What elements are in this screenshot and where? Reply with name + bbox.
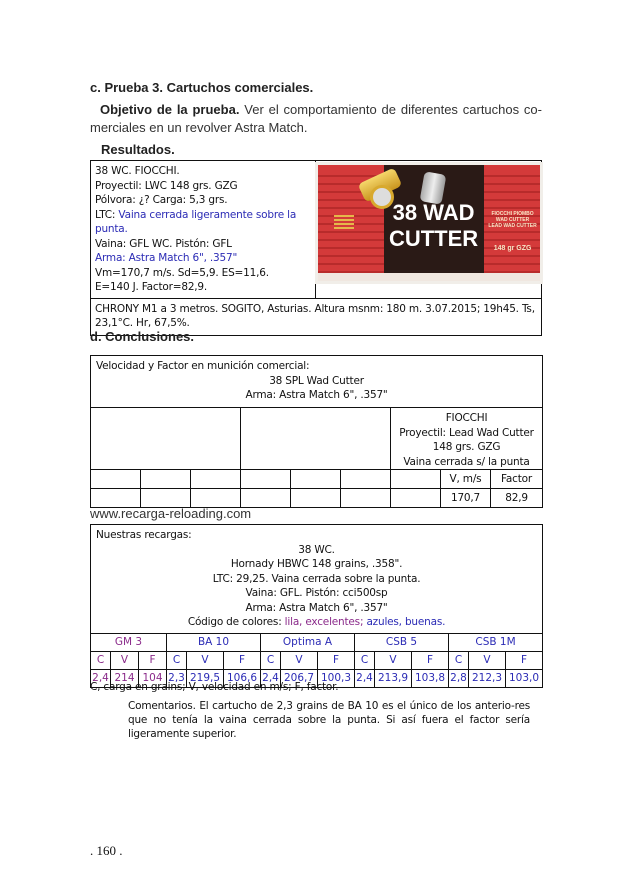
ltc-label: LTC: (95, 208, 119, 221)
empty-cell (391, 489, 441, 508)
value-cell: 214 (111, 669, 139, 687)
subheader-cell: V (187, 651, 224, 669)
powder-header: CSB 1M (449, 633, 543, 651)
energy-value: E=140 J. (95, 281, 142, 293)
powder-header: Optima A (261, 633, 355, 651)
subheader-cell: C (449, 651, 469, 669)
value-cell: 106,6 (224, 669, 261, 687)
subheader-cell: C (91, 651, 111, 669)
value-cell: 212,3 (469, 669, 506, 687)
subheader-cell: V (375, 651, 412, 669)
results-table (90, 160, 542, 336)
box-side-line: FIOCCHI PIOMBO (491, 211, 534, 217)
website-link[interactable]: www.recarga-reloading.com (90, 506, 252, 521)
empty-cell (391, 470, 441, 489)
results-label: Resultados. (101, 142, 175, 157)
value-cell: 2,8 (449, 669, 469, 687)
empty-group-cell (241, 408, 391, 470)
value-cell: 213,9 (375, 669, 412, 687)
box-side-line: LEAD WAD CUTTER (488, 223, 537, 229)
box-side-line: WAD CUTTER (495, 217, 530, 223)
reloads-title: Nuestras recargas: (96, 529, 192, 541)
velocity-line (95, 266, 311, 281)
reloads-case-primer: Vaina: GFL. Pistón: cci500sp (245, 587, 388, 599)
commercial-subtitle-weapon: Arma: Astra Match 6", .357" (245, 389, 388, 401)
subheader-cell: V (281, 651, 318, 669)
value-cell: 2,4 (91, 669, 111, 687)
subheader-cell: C (355, 651, 375, 669)
factor-value: Factor=82,9. (141, 281, 208, 293)
empty-cell (191, 470, 241, 489)
color-code-legend (96, 615, 537, 630)
powder-header: GM 3 (91, 633, 167, 651)
velocity-value: Vm=170,7 m/s (95, 266, 172, 279)
reloads-weapon: Arma: Astra Match 6", .357" (245, 601, 388, 614)
velocity-stats: . Sd=5,9. ES=11,6. (171, 266, 269, 279)
color-code-purple: lila, excelentes; (284, 616, 367, 628)
fiocchi-projectile: Proyectil: Lead Wad Cutter (399, 426, 534, 439)
value-cell: 103,8 (412, 669, 449, 687)
cartridge-photo-cell (316, 161, 542, 299)
section-c-heading: c. Prueba 3. Cartuchos comerciales. (90, 80, 314, 95)
powder-header: CSB 5 (355, 633, 449, 651)
reloads-legend: C, carga en grains; V, velocidad en m/s; F, factor. (90, 681, 339, 693)
value-cell: 104 (139, 669, 167, 687)
commercial-table-header (91, 356, 543, 408)
fiocchi-note: Vaina cerrada s/ la punta (403, 455, 530, 468)
commercial-ammo-table (90, 355, 543, 508)
empty-cell (291, 489, 341, 508)
powder-line: Pólvora: ¿? Carga: 5,3 grs. (95, 194, 228, 206)
reloads-table (90, 524, 543, 688)
subheader-cell: V (469, 651, 506, 669)
chrony-footer-text: CHRONY M1 a 3 metros. SOGITO, Asturias. Altura msnm: 180 m. 3.07.2015; 19h45. Ts, 23,1°C. Hr, 67,5%. (95, 302, 535, 329)
reloads-projectile: Hornady HBWC 148 grains, .358". (230, 558, 403, 570)
col-header-factor: Factor (491, 470, 543, 489)
empty-cell (241, 470, 291, 489)
subheader-cell: F (318, 651, 355, 669)
fiocchi-brand: FIOCCHI (445, 412, 488, 424)
energy-line (95, 280, 311, 295)
box-side-label (488, 211, 538, 229)
subheader-cell: F (139, 651, 167, 669)
page-number: . 160 . (90, 843, 123, 858)
value-cell: 2,4 (261, 669, 281, 687)
cartridge-title: 38 WC. FIOCCHI. (95, 165, 180, 177)
subheader-row (91, 651, 543, 669)
value-cell: 2,3 (167, 669, 187, 687)
reloads-header-cell (91, 525, 543, 634)
subheader-cell: C (261, 651, 281, 669)
objective-label: Objetivo de la prueba. (100, 102, 240, 117)
reloads-ltc: LTC: 29,25. Vaina cerrada sobre la punta. (212, 572, 421, 585)
fiocchi-weight: 148 grs. GZG (432, 441, 501, 453)
section-d-heading: d. Conclusiones. (90, 329, 195, 344)
fiocchi-velocity-value: 170,7 (441, 489, 491, 508)
value-cell: 2,4 (355, 669, 375, 687)
value-cell: 100,3 (318, 669, 355, 687)
value-cell: 206,7 (281, 669, 318, 687)
ltc-line (95, 208, 311, 237)
cartridge-box-image (318, 165, 540, 281)
fiocchi-factor-value: 82,9 (491, 489, 543, 508)
color-code-blue: azules, buenas. (366, 616, 446, 628)
case-primer-line: Vaina: GFL WC. Pistón: GFL (95, 237, 232, 250)
col-header-velocity: V, m/s (441, 470, 491, 489)
powder-header: BA 10 (167, 633, 261, 651)
subheader-cell: F (412, 651, 449, 669)
box-small-print (334, 213, 354, 233)
objective-paragraph (90, 101, 542, 137)
box-weight-label: 148 gr GZG (493, 245, 532, 252)
value-cell: 103,0 (506, 669, 543, 687)
commercial-subtitle-cartridge: 38 SPL Wad Cutter (269, 374, 364, 387)
empty-cell (141, 470, 191, 489)
subheader-cell: F (224, 651, 261, 669)
results-text-cell (91, 161, 316, 299)
reloads-cartridge: 38 WC. (298, 543, 335, 556)
box-text-38-wad: 38 WAD (392, 200, 475, 225)
projectile-line: Proyectil: LWC 148 grs. GZG (95, 179, 238, 192)
powder-name-row (91, 633, 543, 651)
value-cell: 219,5 (187, 669, 224, 687)
objective-text: Ver el comportamiento de diferentes cartuchos co-merciales en un revolver Astra Match. (90, 102, 542, 135)
empty-cell (341, 489, 391, 508)
subheader-cell: V (111, 651, 139, 669)
fiocchi-group-cell (391, 408, 543, 470)
color-code-label: Código de colores: (187, 616, 285, 628)
box-text-cutter: CUTTER (388, 226, 479, 251)
subheader-cell: C (167, 651, 187, 669)
empty-cell (291, 470, 341, 489)
comments-paragraph: Comentarios. El cartucho de 2,3 grains de BA 10 es el único de los anterio-res que no tenía la vaina cerrada sobre la punta. Si así fuera el factor sería ligeramente superior. (128, 700, 530, 740)
subheader-cell: F (506, 651, 543, 669)
empty-cell (341, 470, 391, 489)
empty-group-cell (91, 408, 241, 470)
ltc-value: Vaina cerrada ligeramente sobre la punta. (95, 208, 297, 235)
commercial-table-title: Velocidad y Factor en munición comercial: (96, 360, 310, 372)
empty-cell (91, 470, 141, 489)
weapon-line: Arma: Astra Match 6", .357" (95, 252, 238, 264)
